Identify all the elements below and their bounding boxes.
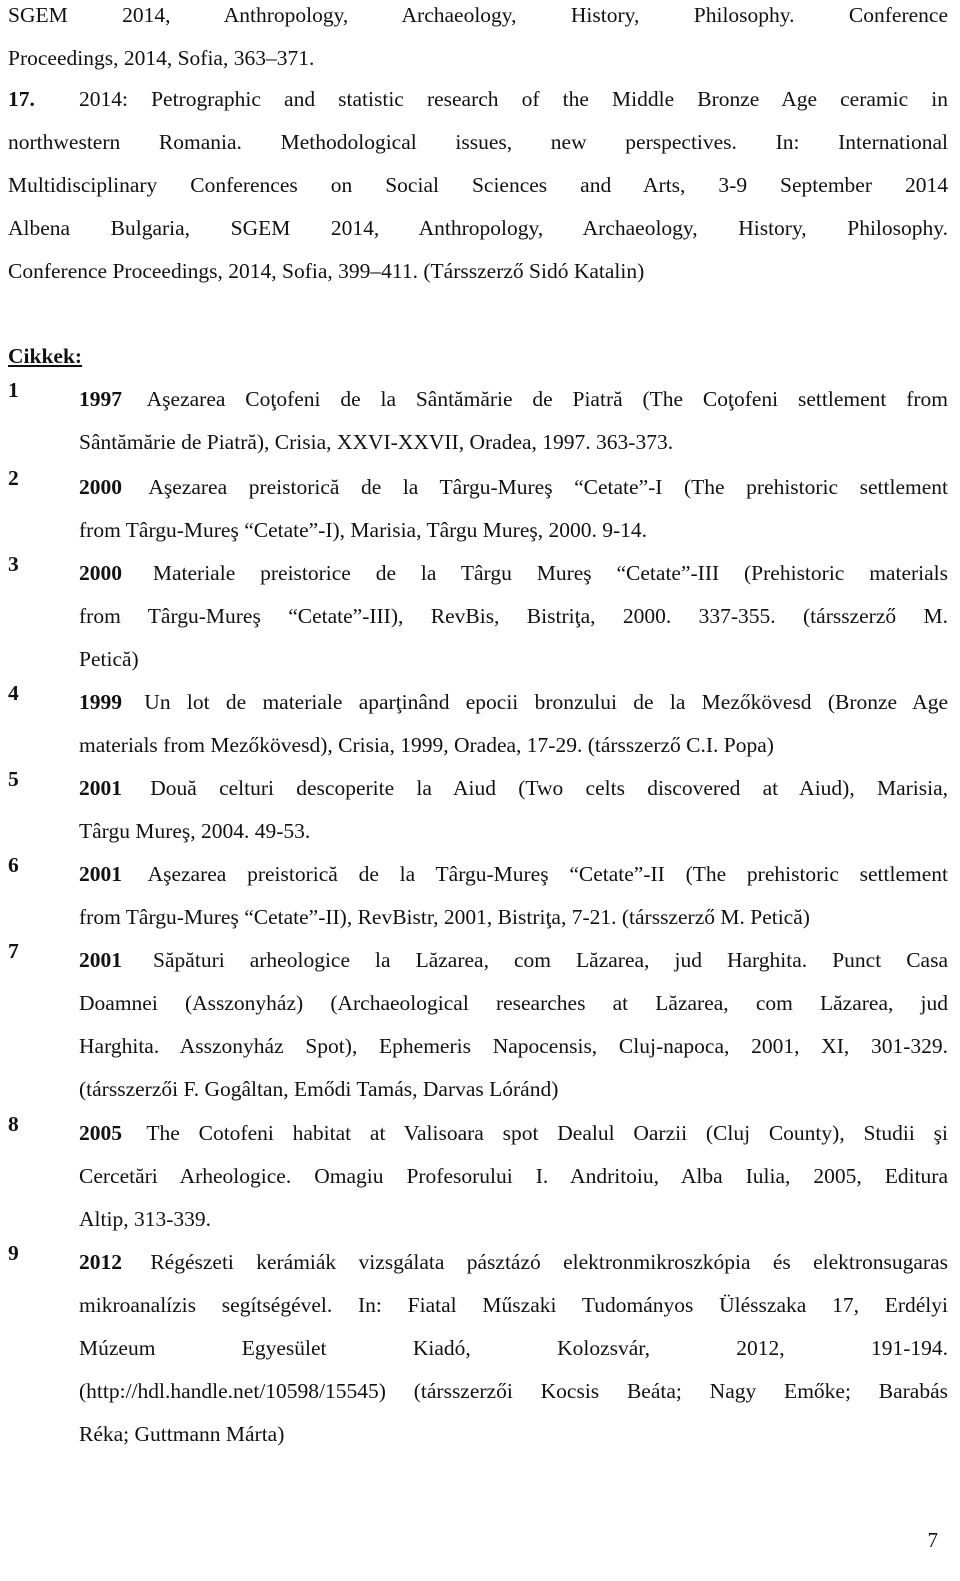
text-line: Petică): [79, 647, 139, 671]
entry-year: 2005: [79, 1121, 122, 1145]
article-entry: [8, 681, 948, 767]
entry-text: Aşezarea preistorică de la Târgu-Mureş “Cetate”-I (The prehistoric settlement: [148, 475, 948, 499]
text-line: Múzeum Egyesület Kiadó, Kolozsvár, 2012, 191-194.: [79, 1336, 948, 1360]
text-line: Doamnei (Asszonyház) (Archaeological researches at Lăzarea, com Lăzarea, jud: [79, 991, 948, 1015]
entry-number: 7: [8, 939, 19, 963]
entry-number: 9: [8, 1241, 19, 1265]
article-entry: [8, 1112, 948, 1241]
entry-text: Două celturi descoperite la Aiud (Two celts discovered at Aiud), Marisia,: [150, 776, 948, 800]
entry-text: Un lot de materiale aparţinând epocii bronzului de la Mezőkövesd (Bronze Age: [144, 690, 948, 714]
page-number: 7: [927, 1528, 938, 1552]
text-line: (társszerzői F. Gogâltan, Emődi Tamás, Darvas Lóránd): [79, 1077, 559, 1101]
article-entry: [8, 378, 948, 464]
text-line: Multidisciplinary Conferences on Social Sciences and Arts, 3-9 September 2014: [8, 173, 948, 197]
text-line: SGEM 2014, Anthropology, Archaeology, History, Philosophy. Conference: [8, 3, 948, 27]
text-line: from Târgu-Mureş “Cetate”-III), RevBis, Bistriţa, 2000. 337-355. (társszerző M.: [79, 604, 948, 628]
entry-text: Régészeti kerámiák vizsgálata pásztázó elektronmikroszkópia és elektronsugaras: [150, 1250, 948, 1274]
entry-year: 2000: [79, 561, 122, 585]
entry-number: 3: [8, 552, 19, 576]
text-line: [79, 1241, 948, 1284]
text-line: mikroanalízis segítségével. In: Fiatal Műszaki Tudományos Ülésszaka 17, Erdélyi: [79, 1293, 948, 1317]
text-line: Proceedings, 2014, Sofia, 363–371.: [8, 46, 315, 70]
article-entry: [8, 466, 948, 552]
text-line: Conference Proceedings, 2014, Sofia, 399–411. (Társszerző Sidó Katalin): [8, 259, 645, 283]
entry-text: Aşezarea Coţofeni de la Sântămărie de Piatră (The Coţofeni settlement from: [146, 387, 948, 411]
text-line: 2014: Petrographic and statistic research of the Middle Bronze Age ceramic in: [79, 87, 948, 111]
text-line: materials from Mezőkövesd), Crisia, 1999, Oradea, 17-29. (társszerző C.I. Popa): [79, 733, 774, 757]
text-line: [79, 466, 948, 509]
article-entry: [8, 1241, 948, 1456]
entry-year: 1999: [79, 690, 122, 714]
text-line: northwestern Romania. Methodological issues, new perspectives. In: International: [8, 130, 948, 154]
entry-number: 6: [8, 853, 19, 877]
entry-year: 2001: [79, 776, 122, 800]
section-heading: Cikkek:: [8, 344, 83, 368]
entry-number: 5: [8, 767, 19, 791]
text-line: Harghita. Asszonyház Spot), Ephemeris Napocensis, Cluj-napoca, 2001, XI, 301-329.: [79, 1034, 948, 1058]
text-line: [79, 853, 948, 896]
text-line: Réka; Guttmann Márta): [79, 1422, 285, 1446]
entry-text: Materiale preistorice de la Târgu Mureş “Cetate”-III (Prehistoric materials: [152, 561, 948, 585]
text-line: Albena Bulgaria, SGEM 2014, Anthropology, Archaeology, History, Philosophy.: [8, 216, 948, 240]
text-line: from Târgu-Mureş “Cetate”-II), RevBistr, 2001, Bistriţa, 7-21. (társszerző M. Petică): [79, 905, 810, 929]
text-line: Altip, 313-339.: [79, 1207, 211, 1231]
article-entry: [8, 853, 948, 939]
entry-number: 2: [8, 466, 19, 490]
text-line: [79, 681, 948, 724]
entry-text: The Cotofeni habitat at Valisoara spot Dealul Oarzii (Cluj County), Studii şi: [146, 1121, 948, 1145]
entry-year: 2000: [79, 475, 122, 499]
entry-year: 2001: [79, 948, 122, 972]
entry-year: 1997: [79, 387, 122, 411]
entry-year: 2012: [79, 1250, 122, 1274]
continued-reference: [8, 0, 948, 80]
text-line: Sântămărie de Piatră), Crisia, XXVI-XXVII, Oradea, 1997. 363-373.: [79, 430, 674, 454]
entry-number: 1: [8, 378, 19, 402]
text-line: [79, 378, 948, 421]
entry-number: 4: [8, 681, 19, 705]
article-entry: [8, 939, 948, 1111]
text-line: Târgu Mureş, 2004. 49-53.: [79, 819, 311, 843]
text-line: [79, 939, 948, 982]
entry-text: Aşezarea preistorică de la Târgu-Mureş “Cetate”-II (The prehistoric settlement: [147, 862, 948, 886]
text-line: [79, 1112, 948, 1155]
article-entry: [8, 767, 948, 853]
text-line: [79, 767, 948, 810]
text-line: from Târgu-Mureş “Cetate”-I), Marisia, Târgu Mureş, 2000. 9-14.: [79, 518, 648, 542]
entry-number: 8: [8, 1112, 19, 1136]
item-number: 17.: [8, 87, 35, 111]
text-line: [79, 552, 948, 595]
reference-item-17: [8, 78, 948, 293]
text-line: (http://hdl.handle.net/10598/15545) (társszerzői Kocsis Beáta; Nagy Emőke; Barabás: [79, 1379, 948, 1403]
article-entry: [8, 552, 948, 681]
entry-year: 2001: [79, 862, 122, 886]
text-line: Cercetări Arheologice. Omagiu Profesorului I. Andritoiu, Alba Iulia, 2005, Editura: [79, 1164, 948, 1188]
entry-text: Săpături arheologice la Lăzarea, com Lăzarea, jud Harghita. Punct Casa: [153, 948, 949, 972]
